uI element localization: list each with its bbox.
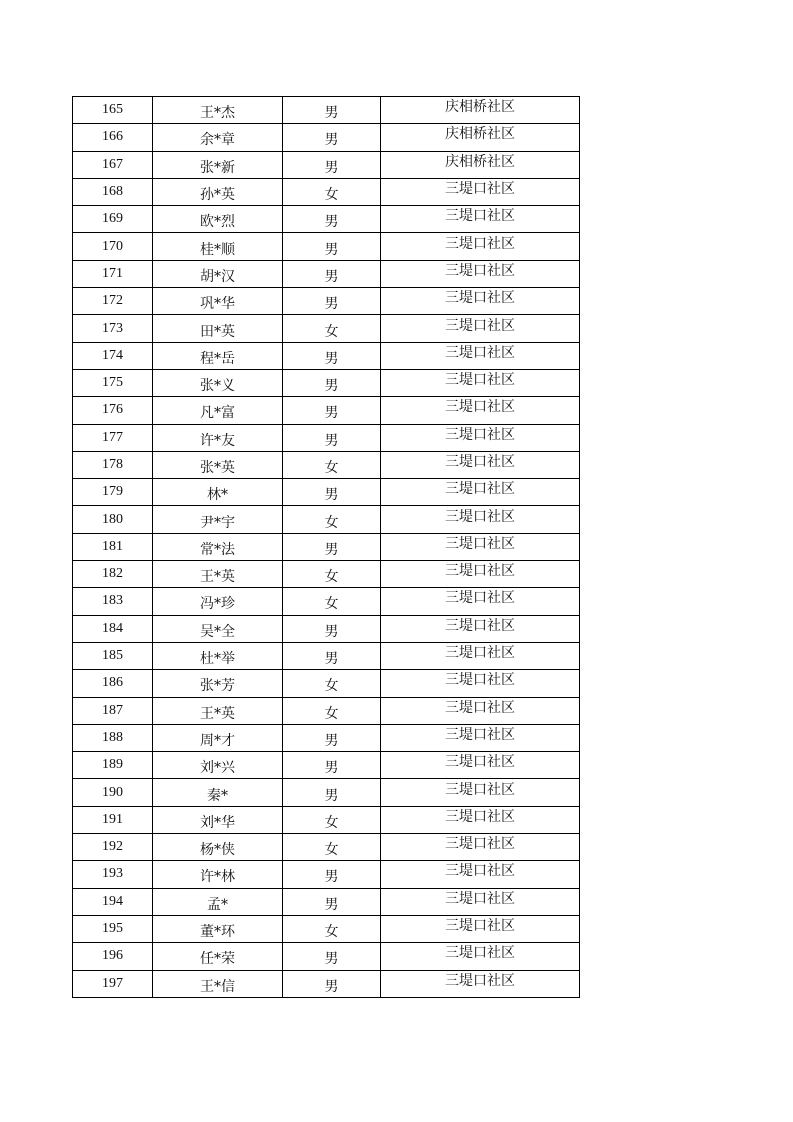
row-number-text: 172 [102,293,123,309]
gender-text: 男 [324,732,339,749]
gender-cell [283,806,381,833]
community-text: 庆相桥社区 [445,153,515,170]
community-cell [381,615,580,642]
gender-text: 男 [324,760,339,777]
person-name-cell [153,178,283,205]
person-name-cell [153,315,283,342]
row-number-text: 169 [102,211,123,227]
gender-cell [283,288,381,315]
row-number-cell [73,151,153,178]
gender-cell [283,970,381,997]
row-number-cell [73,342,153,369]
gender-text: 男 [324,896,339,913]
gender-cell [283,752,381,779]
community-cell [381,888,580,915]
person-name-text: 杨*侠 [200,842,235,859]
table-row [73,834,580,861]
community-cell [381,479,580,506]
community-cell [381,178,580,205]
row-number-text: 197 [102,975,123,991]
table-row [73,288,580,315]
gender-cell [283,561,381,588]
gender-text: 女 [324,842,339,859]
row-number-text: 183 [102,593,123,609]
gender-text: 男 [324,541,339,558]
table-row [73,861,580,888]
row-number-text: 175 [102,375,123,391]
gender-cell [283,206,381,233]
community-text: 三堤口社区 [445,399,515,416]
gender-cell [283,888,381,915]
table-row [73,533,580,560]
row-number-text: 187 [102,702,123,718]
community-cell [381,369,580,396]
person-name-text: 凡*富 [200,405,235,422]
gender-text: 男 [324,296,339,313]
row-number-text: 185 [102,648,123,664]
row-number-cell [73,724,153,751]
person-name-text: 任*荣 [200,951,235,968]
row-number-cell [73,670,153,697]
gender-cell [283,479,381,506]
table-row [73,697,580,724]
community-cell [381,697,580,724]
table-row [73,424,580,451]
table-row [73,615,580,642]
gender-text: 女 [324,323,339,340]
person-name-text: 程*岳 [200,350,235,367]
row-number-cell [73,779,153,806]
community-cell [381,642,580,669]
person-name-cell [153,670,283,697]
gender-cell [283,124,381,151]
gender-cell [283,697,381,724]
row-number-cell [73,97,153,124]
community-text: 三堤口社区 [445,590,515,607]
community-text: 三堤口社区 [445,754,515,771]
row-number-cell [73,206,153,233]
table-row [73,779,580,806]
gender-cell [283,670,381,697]
row-number-text: 171 [102,265,123,281]
community-cell [381,915,580,942]
gender-cell [283,915,381,942]
table-row [73,943,580,970]
row-number-text: 186 [102,675,123,691]
row-number-text: 190 [102,784,123,800]
community-text: 三堤口社区 [445,317,515,334]
community-cell [381,670,580,697]
community-text: 三堤口社区 [445,617,515,634]
community-cell [381,315,580,342]
roster-body [73,97,580,998]
gender-text: 男 [324,623,339,640]
community-cell [381,206,580,233]
row-number-cell [73,861,153,888]
person-name-cell [153,915,283,942]
row-number-text: 173 [102,320,123,336]
community-cell [381,588,580,615]
gender-text: 男 [324,978,339,995]
person-name-cell [153,834,283,861]
person-name-cell [153,206,283,233]
person-name-text: 董*环 [200,924,235,941]
gender-text: 男 [324,651,339,668]
person-name-text: 张*新 [200,159,235,176]
row-number-text: 166 [102,129,123,145]
person-name-cell [153,124,283,151]
row-number-cell [73,260,153,287]
gender-cell [283,260,381,287]
row-number-text: 178 [102,457,123,472]
community-text: 三堤口社区 [445,863,515,880]
person-name-text: 欧*烈 [200,214,235,231]
row-number-text: 191 [102,811,123,827]
community-cell [381,424,580,451]
person-name-cell [153,561,283,588]
roster-table [72,96,580,998]
gender-cell [283,779,381,806]
person-name-text: 王*英 [200,569,235,586]
community-text: 三堤口社区 [445,945,515,962]
gender-text: 男 [324,787,339,804]
community-text: 三堤口社区 [445,918,515,935]
community-cell [381,151,580,178]
person-name-text: 张*英 [200,460,235,476]
gender-cell [283,178,381,205]
row-number-text: 189 [102,757,123,773]
row-number-text: 193 [102,866,123,882]
person-name-cell [153,779,283,806]
gender-cell [283,315,381,342]
community-text: 三堤口社区 [445,181,515,198]
community-cell [381,834,580,861]
row-number-cell [73,233,153,260]
community-text: 三堤口社区 [445,535,515,552]
row-number-cell [73,588,153,615]
person-name-text: 田*英 [200,323,235,340]
table-row [73,151,580,178]
gender-text: 男 [324,405,339,422]
table-row [73,233,580,260]
person-name-text: 胡*汉 [200,268,235,285]
row-number-cell [73,752,153,779]
table-row [73,752,580,779]
community-cell [381,288,580,315]
community-cell [381,724,580,751]
person-name-cell [153,806,283,833]
gender-text: 男 [324,432,339,449]
person-name-text: 余*章 [200,132,235,149]
row-number-cell [73,943,153,970]
person-name-cell [153,724,283,751]
table-row [73,670,580,697]
community-cell [381,342,580,369]
community-text: 三堤口社区 [445,645,515,662]
table-row [73,178,580,205]
row-number-cell [73,451,153,478]
gender-text: 女 [324,460,339,476]
row-number-text: 174 [102,347,123,363]
row-number-text: 188 [102,729,123,745]
table-row [73,451,580,478]
community-text: 三堤口社区 [445,726,515,743]
person-name-cell [153,615,283,642]
person-name-text: 王*杰 [200,105,235,122]
community-text: 三堤口社区 [445,208,515,225]
community-text: 三堤口社区 [445,481,515,498]
row-number-cell [73,806,153,833]
table-row [73,642,580,669]
community-text: 三堤口社区 [445,508,515,525]
community-text: 三堤口社区 [445,836,515,853]
row-number-cell [73,561,153,588]
table-row [73,124,580,151]
gender-text: 女 [324,814,339,831]
community-cell [381,861,580,888]
table-row [73,342,580,369]
row-number-cell [73,915,153,942]
person-name-text: 常*法 [200,541,235,558]
person-name-text: 刘*华 [200,814,235,831]
person-name-cell [153,151,283,178]
gender-text: 男 [324,132,339,149]
table-row [73,397,580,424]
community-text: 三堤口社区 [445,372,515,389]
gender-text: 女 [324,678,339,695]
person-name-cell [153,506,283,533]
row-number-cell [73,834,153,861]
person-name-cell [153,479,283,506]
community-cell [381,806,580,833]
row-number-text: 179 [102,484,123,500]
gender-cell [283,233,381,260]
person-name-cell [153,342,283,369]
table-row [73,260,580,287]
community-cell [381,97,580,124]
gender-cell [283,424,381,451]
community-text: 庆相桥社区 [445,99,515,116]
row-number-text: 176 [102,402,123,418]
person-name-text: 桂*顺 [200,241,235,258]
person-name-text: 许*友 [200,432,235,449]
row-number-cell [73,697,153,724]
community-text: 三堤口社区 [445,344,515,361]
person-name-cell [153,97,283,124]
gender-cell [283,451,381,478]
row-number-text: 168 [102,184,123,200]
gender-text: 男 [324,268,339,285]
person-name-cell [153,533,283,560]
community-text: 庆相桥社区 [445,126,515,143]
person-name-cell [153,861,283,888]
row-number-cell [73,479,153,506]
community-cell [381,779,580,806]
row-number-text: 180 [102,511,123,527]
person-name-text: 孟* [207,896,228,913]
gender-text: 男 [324,951,339,968]
row-number-cell [73,970,153,997]
row-number-text: 165 [102,102,123,118]
gender-cell [283,724,381,751]
gender-text: 女 [324,596,339,613]
table-row [73,97,580,124]
row-number-cell [73,642,153,669]
row-number-cell [73,178,153,205]
gender-cell [283,369,381,396]
table-row [73,588,580,615]
community-text: 三堤口社区 [445,972,515,989]
row-number-text: 177 [102,429,123,445]
community-cell [381,233,580,260]
person-name-text: 尹*宇 [200,514,235,531]
table-row [73,479,580,506]
community-cell [381,451,580,478]
person-name-cell [153,397,283,424]
gender-text: 男 [324,378,339,395]
gender-text: 男 [324,487,339,504]
row-number-text: 181 [102,538,123,554]
community-cell [381,506,580,533]
person-name-cell [153,943,283,970]
person-name-cell [153,752,283,779]
row-number-cell [73,615,153,642]
person-name-text: 杜*举 [200,651,235,668]
community-text: 三堤口社区 [445,262,515,279]
gender-text: 男 [324,869,339,886]
row-number-cell [73,288,153,315]
community-text: 三堤口社区 [445,563,515,580]
person-name-text: 周*才 [200,732,235,749]
gender-cell [283,342,381,369]
row-number-text: 195 [102,921,123,937]
gender-text: 女 [324,514,339,531]
table-row [73,206,580,233]
person-name-cell [153,369,283,396]
person-name-text: 刘*兴 [200,760,235,777]
gender-cell [283,97,381,124]
table-row [73,806,580,833]
community-text: 三堤口社区 [445,781,515,798]
gender-text: 女 [324,924,339,941]
community-text: 三堤口社区 [445,454,515,470]
community-text: 三堤口社区 [445,808,515,825]
gender-cell [283,533,381,560]
community-cell [381,533,580,560]
gender-text: 男 [324,350,339,367]
gender-cell [283,397,381,424]
row-number-cell [73,369,153,396]
community-cell [381,260,580,287]
person-name-cell [153,697,283,724]
row-number-cell [73,315,153,342]
community-text: 三堤口社区 [445,890,515,907]
community-text: 三堤口社区 [445,235,515,252]
table-row [73,506,580,533]
community-cell [381,752,580,779]
person-name-cell [153,888,283,915]
community-cell [381,943,580,970]
person-name-text: 许*林 [200,869,235,886]
table-row [73,970,580,997]
community-text: 三堤口社区 [445,699,515,716]
person-name-text: 王*英 [200,705,235,722]
gender-cell [283,642,381,669]
person-name-text: 张*义 [200,378,235,395]
row-number-text: 192 [102,839,123,855]
row-number-text: 167 [102,156,123,172]
gender-text: 女 [324,569,339,586]
person-name-cell [153,451,283,478]
row-number-cell [73,397,153,424]
gender-cell [283,943,381,970]
person-name-cell [153,424,283,451]
person-name-cell [153,642,283,669]
gender-cell [283,588,381,615]
row-number-text: 194 [102,893,123,909]
table-row [73,724,580,751]
gender-cell [283,506,381,533]
person-name-cell [153,588,283,615]
community-text: 三堤口社区 [445,672,515,689]
gender-cell [283,861,381,888]
community-text: 三堤口社区 [445,426,515,443]
gender-text: 女 [324,187,339,204]
gender-cell [283,834,381,861]
gender-text: 男 [324,105,339,122]
person-name-text: 孙*英 [200,187,235,204]
gender-text: 女 [324,705,339,722]
gender-text: 男 [324,214,339,231]
person-name-cell [153,233,283,260]
person-name-text: 王*信 [200,978,235,995]
row-number-cell [73,533,153,560]
table-row [73,888,580,915]
gender-text: 男 [324,159,339,176]
person-name-text: 张*芳 [200,678,235,695]
gender-cell [283,615,381,642]
person-name-text: 吴*全 [200,623,235,640]
gender-text: 男 [324,241,339,258]
person-name-text: 秦* [207,787,228,804]
row-number-cell [73,506,153,533]
person-name-text: 冯*珍 [200,596,235,613]
table-row [73,369,580,396]
row-number-text: 182 [102,566,123,582]
person-name-cell [153,260,283,287]
table-row [73,915,580,942]
person-name-text: 林* [207,487,228,504]
community-cell [381,970,580,997]
row-number-cell [73,888,153,915]
table-row [73,315,580,342]
row-number-text: 184 [102,620,123,636]
row-number-text: 170 [102,238,123,254]
row-number-cell [73,124,153,151]
community-cell [381,561,580,588]
person-name-cell [153,288,283,315]
community-cell [381,124,580,151]
person-name-cell [153,970,283,997]
person-name-text: 巩*华 [200,296,235,313]
community-cell [381,397,580,424]
gender-cell [283,151,381,178]
row-number-text: 196 [102,948,123,964]
community-text: 三堤口社区 [445,290,515,307]
row-number-cell [73,424,153,451]
table-row [73,561,580,588]
